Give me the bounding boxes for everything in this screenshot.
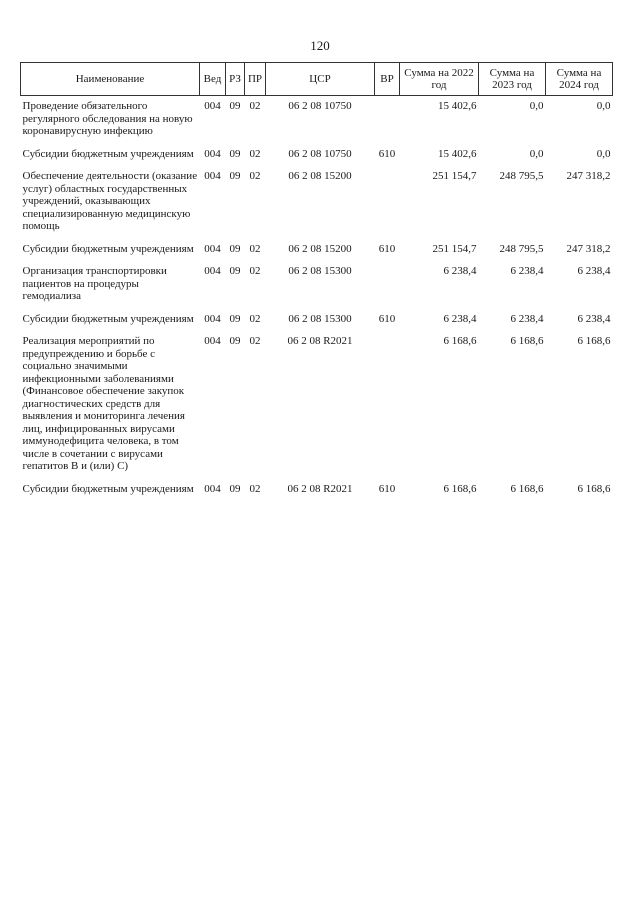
row-rz: 09 <box>229 147 241 160</box>
row-pr: 02 <box>249 312 261 325</box>
row-rz: 09 <box>229 265 241 277</box>
row-sum-2023: 0,0 <box>529 100 544 112</box>
row-sum-2022: 15 402,6 <box>438 100 477 112</box>
row-ved: 004 <box>204 312 221 325</box>
row-sum-2024: 6 238,4 <box>577 312 611 325</box>
row-sum-2022: 15 402,6 <box>438 147 477 160</box>
row-sum-2024: 247 318,2 <box>566 242 611 255</box>
header-name: Наименование <box>21 63 200 96</box>
header-ved: Вед <box>200 63 226 96</box>
row-sum-2023: 6 238,4 <box>510 265 544 277</box>
row-sum-2022: 6 168,6 <box>443 482 477 495</box>
row-name: Реализация мероприятий по предупреждению и борьбе с социально значимыми инфекционными заболеваниями (Финансовое обеспечение закупок диагностических средств для выявления и мониторинга лечения лиц, инфицированных вирусами иммунодефицита человека, в том числе в сочетании с вирусами гепатитов В и (или) С) <box>22 335 185 472</box>
page-number: 120 <box>310 38 330 53</box>
table-row <box>21 96 613 140</box>
row-rz: 09 <box>229 100 241 112</box>
table-row <box>21 257 613 305</box>
row-name: Субсидии бюджетным учреждениям <box>22 312 194 325</box>
row-ved: 004 <box>204 242 221 255</box>
row-pr: 02 <box>249 265 261 277</box>
table-row <box>21 235 613 258</box>
row-sum-2023: 6 238,4 <box>510 312 544 325</box>
row-vr: 610 <box>378 482 396 495</box>
header-pr: ПР <box>245 63 266 96</box>
row-name: Организация транспортировки пациентов на процедуры гемодиализа <box>22 265 167 302</box>
row-sum-2023: 248 795,5 <box>499 170 544 182</box>
row-csr: 06 2 08 15300 <box>288 265 352 277</box>
row-csr: 06 2 08 15300 <box>288 312 352 325</box>
row-vr <box>375 162 400 235</box>
header-sum-2022: Сумма на 2022 год <box>400 63 479 96</box>
row-sum-2024: 247 318,2 <box>566 170 611 182</box>
row-pr: 02 <box>249 242 261 255</box>
row-vr <box>375 327 400 475</box>
row-pr: 02 <box>249 100 261 112</box>
row-sum-2023: 0,0 <box>529 147 544 160</box>
header-vr: ВР <box>375 63 400 96</box>
row-sum-2023: 6 168,6 <box>510 482 544 495</box>
row-sum-2024: 6 168,6 <box>577 335 611 347</box>
row-csr: 06 2 08 10750 <box>288 100 352 112</box>
row-name: Субсидии бюджетным учреждениям <box>22 242 194 255</box>
row-csr: 06 2 08 R2021 <box>287 335 353 347</box>
row-pr: 02 <box>249 482 261 495</box>
row-rz: 09 <box>229 335 241 347</box>
row-rz: 09 <box>229 312 241 325</box>
row-sum-2022: 251 154,7 <box>432 242 477 255</box>
row-ved: 004 <box>204 170 221 182</box>
row-csr: 06 2 08 15200 <box>288 170 352 182</box>
row-csr: 06 2 08 10750 <box>288 147 352 160</box>
row-ved: 004 <box>204 482 221 495</box>
header-sum-2024: Сумма на 2024 год <box>546 63 613 96</box>
table-row <box>21 475 613 498</box>
row-csr: 06 2 08 15200 <box>288 242 352 255</box>
table-row <box>21 140 613 163</box>
header-csr: ЦСР <box>266 63 375 96</box>
row-vr: 610 <box>378 312 396 325</box>
row-pr: 02 <box>249 147 261 160</box>
row-sum-2024: 6 238,4 <box>577 265 611 277</box>
row-pr: 02 <box>249 335 261 347</box>
row-sum-2024: 0,0 <box>596 147 611 160</box>
row-ved: 004 <box>204 335 221 347</box>
header-rz: РЗ <box>226 63 245 96</box>
row-name: Субсидии бюджетным учреждениям <box>22 482 194 495</box>
row-vr: 610 <box>378 242 396 255</box>
row-rz: 09 <box>229 242 241 255</box>
row-name: Субсидии бюджетным учреждениям <box>22 147 194 160</box>
row-sum-2023: 6 168,6 <box>510 335 544 347</box>
row-ved: 004 <box>204 100 221 112</box>
table-row <box>21 305 613 328</box>
row-sum-2022: 6 168,6 <box>443 335 477 347</box>
header-sum-2023: Сумма на 2023 год <box>479 63 546 96</box>
row-csr: 06 2 08 R2021 <box>287 482 353 495</box>
row-vr: 610 <box>378 147 396 160</box>
row-name: Проведение обязательного регулярного обследования на новую коронавирусную инфекцию <box>22 100 193 137</box>
table-row <box>21 162 613 235</box>
row-ved: 004 <box>204 265 221 277</box>
row-sum-2024: 6 168,6 <box>577 482 611 495</box>
row-sum-2023: 248 795,5 <box>499 242 544 255</box>
row-vr <box>375 257 400 305</box>
row-sum-2022: 6 238,4 <box>443 312 477 325</box>
row-rz: 09 <box>229 170 241 182</box>
table-header-row <box>21 63 613 96</box>
row-sum-2022: 6 238,4 <box>443 265 477 277</box>
row-name: Обеспечение деятельности (оказание услуг) областных государственных учреждений, оказывающих специализированную медицинскую помощь <box>22 170 198 232</box>
budget-table <box>20 62 613 497</box>
row-ved: 004 <box>204 147 221 160</box>
row-sum-2024: 0,0 <box>596 100 611 112</box>
row-rz: 09 <box>229 482 241 495</box>
table-row <box>21 327 613 475</box>
row-vr <box>375 96 400 140</box>
row-pr: 02 <box>249 170 261 182</box>
row-sum-2022: 251 154,7 <box>432 170 477 182</box>
